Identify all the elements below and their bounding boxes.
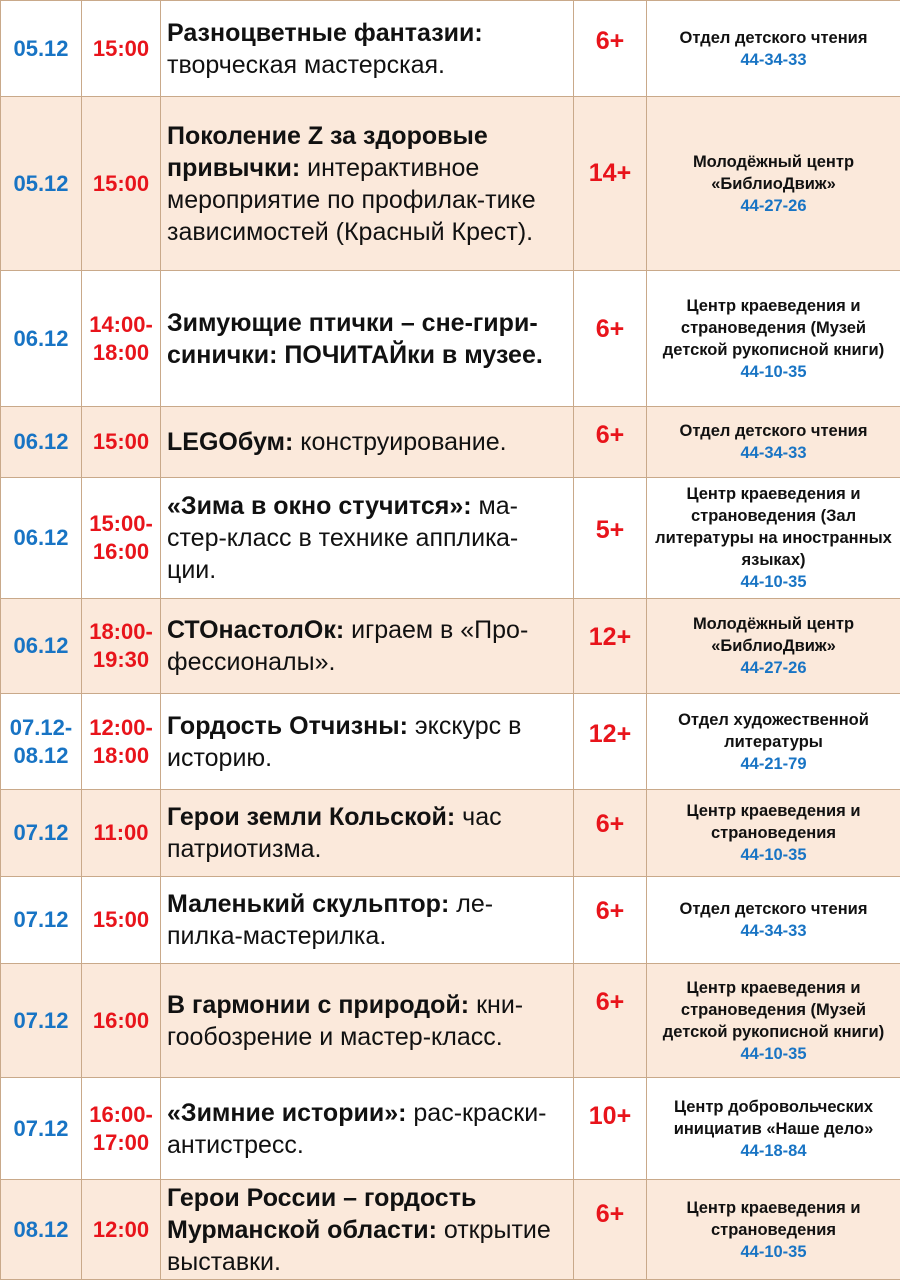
event-details: кни-гообозрение и мастер-класс. <box>167 991 523 1051</box>
event-description <box>161 1 574 97</box>
event-date: 08.12 <box>1 1180 82 1280</box>
age-rating <box>574 97 647 271</box>
age-rating <box>574 1078 647 1180</box>
table-row <box>1 1180 900 1280</box>
location-name: Молодёжный центр «БиблиоДвиж» <box>647 151 900 195</box>
age-rating <box>574 599 647 694</box>
age-rating <box>574 694 647 790</box>
event-title: Герои земли Кольской: <box>167 803 455 831</box>
age-rating <box>574 407 647 478</box>
location-name: Центр краеведения и страноведения (Зал литературы на иностранных языках) <box>647 483 900 571</box>
event-location <box>647 271 900 407</box>
age-rating <box>574 877 647 964</box>
location-phone: 44-10-35 <box>647 361 900 383</box>
event-location <box>647 1078 900 1180</box>
table-row <box>1 97 900 271</box>
age-rating <box>574 1180 647 1280</box>
event-location <box>647 1 900 97</box>
location-phone: 44-34-33 <box>647 49 900 71</box>
event-time: 15:00 <box>82 97 161 271</box>
event-time: 15:00 <box>82 877 161 964</box>
age-rating <box>574 271 647 407</box>
event-date: 07.12-08.12 <box>1 694 82 790</box>
location-phone: 44-10-35 <box>647 1043 900 1065</box>
event-time: 12:00 <box>82 1180 161 1280</box>
location-name: Отдел детского чтения <box>647 898 900 920</box>
event-time: 16:00-17:00 <box>82 1078 161 1180</box>
event-details: конструирование. <box>293 428 506 456</box>
event-location <box>647 790 900 877</box>
table-row <box>1 790 900 877</box>
table-row <box>1 964 900 1078</box>
event-description <box>161 271 574 407</box>
location-phone: 44-27-26 <box>647 657 900 679</box>
location-phone: 44-18-84 <box>647 1140 900 1162</box>
age-rating <box>574 1 647 97</box>
location-name: Отдел детского чтения <box>647 420 900 442</box>
table-row <box>1 271 900 407</box>
event-title: Маленький скульптор: <box>167 890 449 918</box>
event-title: «Зимние истории»: <box>167 1099 406 1127</box>
event-location <box>647 407 900 478</box>
table-row <box>1 694 900 790</box>
event-details: интерактивное мероприятие по профилак-тике зависимостей (Красный Крест). <box>167 154 536 246</box>
table-row <box>1 1 900 97</box>
event-location <box>647 964 900 1078</box>
event-date: 06.12 <box>1 599 82 694</box>
age-rating-value: 6+ <box>574 964 646 1017</box>
event-time: 14:00-18:00 <box>82 271 161 407</box>
location-name: Центр краеведения и страноведения <box>647 800 900 844</box>
event-date: 07.12 <box>1 877 82 964</box>
age-rating-value: 6+ <box>574 790 646 839</box>
event-title: В гармонии с природой: <box>167 991 469 1019</box>
table-row <box>1 877 900 964</box>
event-title: Разноцветные фантазии: <box>167 19 483 47</box>
event-location <box>647 599 900 694</box>
event-title: Герои России – гордость Мурманской области: <box>167 1184 476 1244</box>
event-title: Гордость Отчизны: <box>167 712 408 740</box>
event-time: 12:00-18:00 <box>82 694 161 790</box>
event-details: экскурс в историю. <box>167 712 521 772</box>
table-row <box>1 407 900 478</box>
location-phone: 44-10-35 <box>647 844 900 866</box>
location-phone: 44-10-35 <box>647 1241 900 1263</box>
event-details: творческая мастерская. <box>167 51 445 79</box>
event-title: LEGOбум: <box>167 428 293 456</box>
event-title: Поколение Z за здоровые привычки: <box>167 122 488 182</box>
event-location <box>647 1180 900 1280</box>
event-date: 05.12 <box>1 1 82 97</box>
event-description <box>161 599 574 694</box>
age-rating-value: 5+ <box>574 478 646 545</box>
event-details: открытие выставки. <box>167 1216 551 1276</box>
event-location <box>647 478 900 599</box>
event-details: час патриотизма. <box>167 803 502 863</box>
event-description <box>161 1078 574 1180</box>
event-details: ма-стер-класс в технике аппликa-ции. <box>167 492 518 584</box>
age-rating-value: 6+ <box>574 1 646 56</box>
event-description <box>161 694 574 790</box>
location-name: Молодёжный центр «БиблиоДвиж» <box>647 613 900 657</box>
age-rating-value: 6+ <box>574 1180 646 1229</box>
event-time: 11:00 <box>82 790 161 877</box>
event-description <box>161 1180 574 1280</box>
location-name: Центр краеведения и страноведения <box>647 1197 900 1241</box>
location-name: Центр краеведения и страноведения (Музей детской рукописной книги) <box>647 977 900 1043</box>
event-date: 07.12 <box>1 790 82 877</box>
table-row <box>1 1078 900 1180</box>
event-description <box>161 478 574 599</box>
age-rating-value: 12+ <box>574 599 646 652</box>
location-name: Отдел художественной литературы <box>647 709 900 753</box>
age-rating-value: 6+ <box>574 271 646 344</box>
location-name: Отдел детского чтения <box>647 27 900 49</box>
location-phone: 44-10-35 <box>647 571 900 593</box>
event-time: 18:00-19:30 <box>82 599 161 694</box>
event-time: 15:00 <box>82 407 161 478</box>
event-location <box>647 694 900 790</box>
age-rating-value: 14+ <box>574 97 646 188</box>
table-row <box>1 478 900 599</box>
event-location <box>647 877 900 964</box>
event-date: 06.12 <box>1 407 82 478</box>
event-time: 15:00-16:00 <box>82 478 161 599</box>
age-rating-value: 10+ <box>574 1078 646 1131</box>
age-rating <box>574 964 647 1078</box>
location-name: Центр краеведения и страноведения (Музей детской рукописной книги) <box>647 295 900 361</box>
age-rating <box>574 790 647 877</box>
event-details: играем в «Про-фессионалы». <box>167 616 528 676</box>
event-time: 15:00 <box>82 1 161 97</box>
age-rating-value: 6+ <box>574 407 646 450</box>
location-phone: 44-27-26 <box>647 195 900 217</box>
event-date: 06.12 <box>1 478 82 599</box>
event-description <box>161 877 574 964</box>
event-details: рас-краски-антистресс. <box>167 1099 547 1159</box>
age-rating-value: 6+ <box>574 877 646 926</box>
location-name: Центр добровольческих инициатив «Наше дело» <box>647 1096 900 1140</box>
event-description <box>161 97 574 271</box>
event-description <box>161 407 574 478</box>
event-date: 07.12 <box>1 964 82 1078</box>
age-rating <box>574 478 647 599</box>
event-title: Зимующие птички – сне-гири-синички: ПОЧИТАЙки в музее. <box>167 309 543 369</box>
event-title: «Зима в окно стучится»: <box>167 492 472 520</box>
table-row <box>1 599 900 694</box>
location-phone: 44-34-33 <box>647 442 900 464</box>
age-rating-value: 12+ <box>574 694 646 749</box>
event-description <box>161 964 574 1078</box>
event-time: 16:00 <box>82 964 161 1078</box>
event-title: СТОнастолОк: <box>167 616 344 644</box>
location-phone: 44-21-79 <box>647 753 900 775</box>
event-description <box>161 790 574 877</box>
event-date: 07.12 <box>1 1078 82 1180</box>
location-phone: 44-34-33 <box>647 920 900 942</box>
event-details: ле-пилка-мастерилка. <box>167 890 493 950</box>
event-date: 05.12 <box>1 97 82 271</box>
event-date: 06.12 <box>1 271 82 407</box>
event-location <box>647 97 900 271</box>
